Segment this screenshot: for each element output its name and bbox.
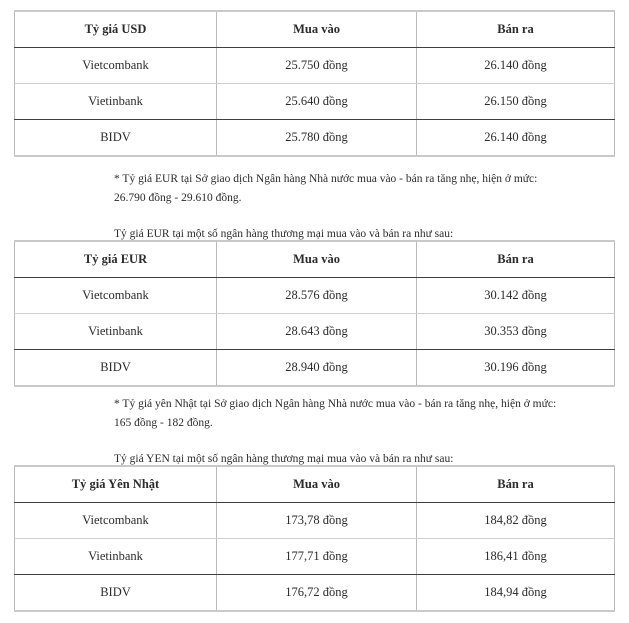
cell-sell-rate: 26.140 đồng (417, 120, 615, 157)
exchange-rate-table-eur (14, 240, 615, 387)
cell-sell-rate: 26.150 đồng (417, 84, 615, 120)
table-row (15, 539, 615, 575)
cell-sell-rate: 30.142 đồng (417, 278, 615, 314)
cell-buy-rate: 25.750 đồng (217, 48, 417, 84)
cell-sell-rate: 184,94 đồng (417, 575, 615, 612)
cell-buy-rate: 176,72 đồng (217, 575, 417, 612)
cell-bank-name: BIDV (15, 350, 217, 387)
cell-buy-rate: 28.643 đồng (217, 314, 417, 350)
cell-sell-rate: 30.353 đồng (417, 314, 615, 350)
cell-bank-name: Vietinbank (15, 84, 217, 120)
column-header-sell: Bán ra (417, 241, 615, 278)
table-row (15, 48, 615, 84)
cell-sell-rate: 26.140 đồng (417, 48, 615, 84)
column-header-currency: Tỷ giá EUR (15, 241, 217, 278)
table-row (15, 350, 615, 387)
cell-bank-name: BIDV (15, 120, 217, 157)
table-header-row (15, 241, 615, 278)
table-row (15, 503, 615, 539)
cell-bank-name: Vietcombank (15, 48, 217, 84)
cell-buy-rate: 25.640 đồng (217, 84, 417, 120)
cell-bank-name: Vietinbank (15, 539, 217, 575)
note-lead-in-jpy: Tỷ giá YEN tại một số ngân hàng thương mại mua vào và bán ra như sau: (114, 453, 454, 465)
cell-buy-rate: 177,71 đồng (217, 539, 417, 575)
cell-sell-rate: 30.196 đồng (417, 350, 615, 387)
column-header-buy: Mua vào (217, 466, 417, 503)
cell-sell-rate: 184,82 đồng (417, 503, 615, 539)
note-block-jpy (114, 395, 566, 469)
cell-buy-rate: 25.780 đồng (217, 120, 417, 157)
table-row (15, 314, 615, 350)
table-row (15, 278, 615, 314)
table-header-row (15, 466, 615, 503)
table-row (15, 575, 615, 612)
column-header-currency: Tỷ giá USD (15, 11, 217, 48)
cell-bank-name: BIDV (15, 575, 217, 612)
cell-buy-rate: 28.576 đồng (217, 278, 417, 314)
note-central-rate-jpy: * Tỷ giá yên Nhật tại Sở giao dịch Ngân hàng Nhà nước mua vào - bán ra tăng nhẹ, hiện ở mức: 165 đồng - 182 đồng. (114, 398, 557, 429)
column-header-currency: Tỷ giá Yên Nhật (15, 466, 217, 503)
cell-buy-rate: 28.940 đồng (217, 350, 417, 387)
cell-buy-rate: 173,78 đồng (217, 503, 417, 539)
column-header-buy: Mua vào (217, 241, 417, 278)
exchange-rate-table-jpy (14, 465, 615, 612)
cell-sell-rate: 186,41 đồng (417, 539, 615, 575)
cell-bank-name: Vietcombank (15, 503, 217, 539)
note-block-eur (114, 170, 566, 244)
table-header-row (15, 11, 615, 48)
table-row (15, 84, 615, 120)
table-row (15, 120, 615, 157)
cell-bank-name: Vietcombank (15, 278, 217, 314)
exchange-rate-table-usd (14, 10, 615, 157)
cell-bank-name: Vietinbank (15, 314, 217, 350)
column-header-buy: Mua vào (217, 11, 417, 48)
note-lead-in-eur: Tỷ giá EUR tại một số ngân hàng thương mại mua vào và bán ra như sau: (114, 228, 454, 240)
note-central-rate-eur: * Tỷ giá EUR tại Sở giao dịch Ngân hàng Nhà nước mua vào - bán ra tăng nhẹ, hiện ở mức: 26.790 đồng - 29.610 đồng. (114, 173, 538, 204)
column-header-sell: Bán ra (417, 466, 615, 503)
column-header-sell: Bán ra (417, 11, 615, 48)
